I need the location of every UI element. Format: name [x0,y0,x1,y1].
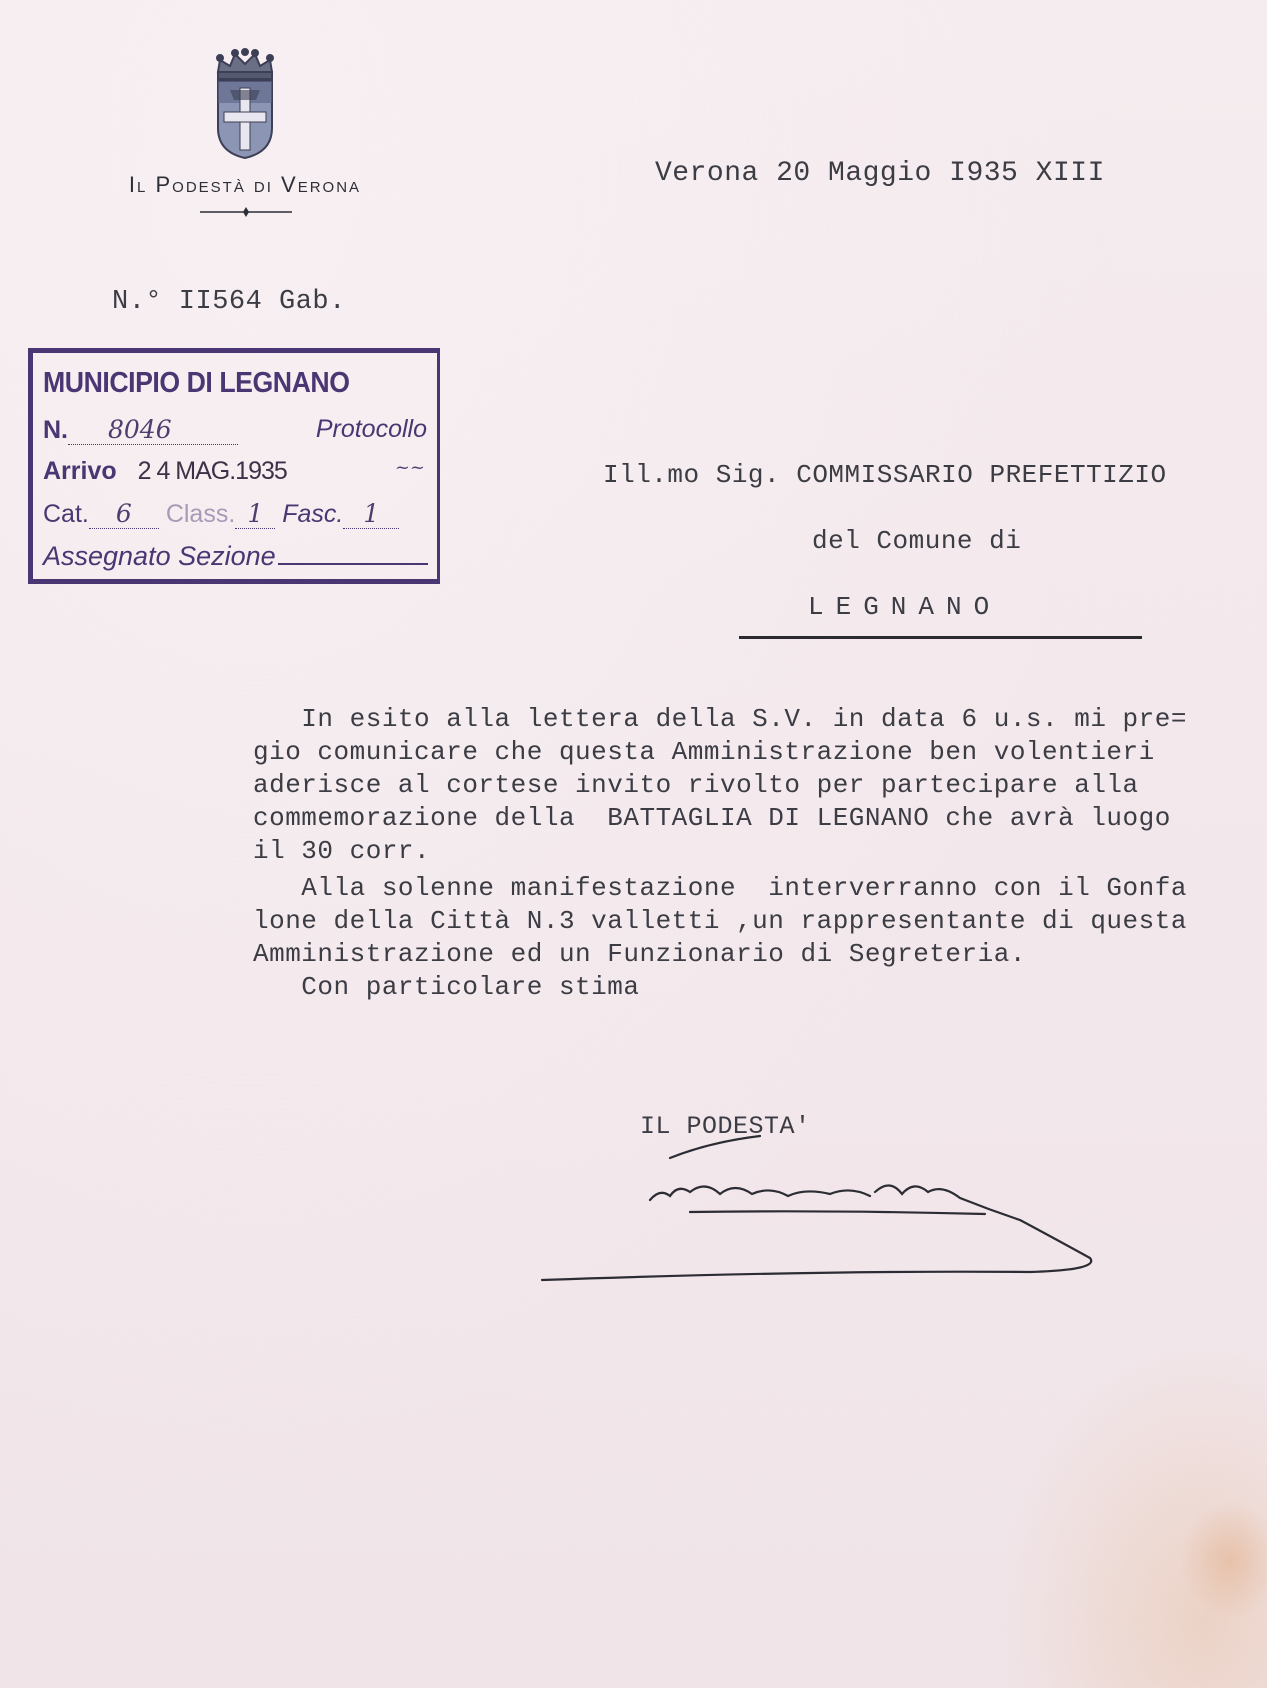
signatory-title: IL PODESTA' [640,1112,811,1141]
stamp-initials: ~~ [394,457,425,478]
stamp-class-label: Class. [165,500,236,528]
stamp-protocol-label: Protocollo [315,415,427,443]
stamp-cat-label: Cat. [43,500,89,528]
stamp-arrival-row [43,457,427,486]
stamp-fasc-value: 1 [343,499,399,529]
letterhead-title: Il Podestà di Verona [128,172,362,197]
addressee-municipality-label: del Comune di [812,526,1022,556]
stamp-arrival-date: 2 4 MAG.1935 [137,457,287,485]
stamp-cat-value: 6 [89,499,159,529]
body-line: commemorazione della BATTAGLIA DI LEGNANO che avrà luogo [253,803,1171,833]
protocol-number: N.° II564 Gab. [112,287,346,317]
body-line: Amministrazione ed un Funzionario di Segreteria. [253,939,1026,969]
letterhead-ornament-icon [198,205,294,217]
addressee-title: Ill.mo Sig. COMMISSARIO PREFETTIZIO [603,460,1167,490]
place-date: Verona 20 Maggio I935 XIII [655,158,1105,189]
body-line: il 30 corr. [253,836,431,866]
handwritten-signature [530,1060,1130,1300]
paper-stain [1180,1500,1267,1620]
addressee-city: LEGNANO [808,592,1002,622]
body-line: In esito alla lettera della S.V. in data 6 u.s. mi pre= [253,704,1187,734]
stamp-section-label: Assegnato Sezione [43,541,276,571]
stamp-n-value: 8046 [68,415,238,445]
stamp-section-row [43,541,427,572]
stamp-n-label: N. [43,416,68,444]
stamp-title: MUNICIPIO DI LEGNANO [43,367,350,399]
body-line: aderisce al cortese invito rivolto per partecipare alla [253,770,1139,800]
stamp-class-value: 1 [235,499,275,529]
stamp-category-row [43,499,427,529]
body-line: lone della Città N.3 valletti ,un rappresentante di questa [253,906,1187,936]
stamp-arrival-label: Arrivo [43,457,117,485]
stamp-section-line [278,563,428,565]
body-line: gio comunicare che questa Amministrazione ben volentieri [253,737,1155,767]
stamp-number-row [43,415,427,445]
stamp-fasc-label: Fasc. [282,500,344,528]
body-line: Alla solenne manifestazione interverranno con il Gonfa [253,873,1187,903]
coat-of-arms-icon [210,48,280,160]
body-line: Con particolare stima [253,972,640,1002]
addressee-underline [739,636,1142,639]
received-stamp [28,348,440,584]
